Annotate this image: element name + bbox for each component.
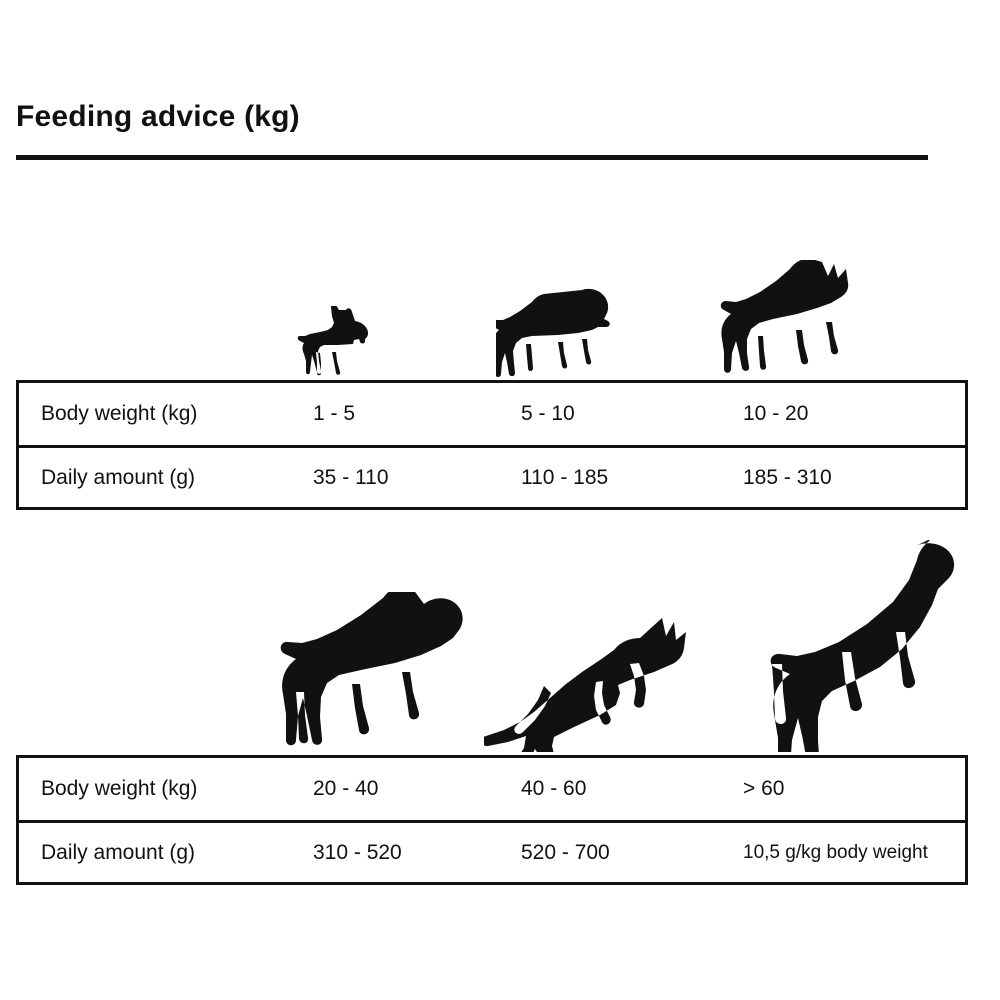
table-row: [19, 820, 965, 882]
large-dog-feeding-table: [16, 755, 968, 885]
shepherd-small-silhouette: [718, 230, 962, 378]
chihuahua-silhouette: [288, 230, 496, 378]
row-label: Daily amount (g): [41, 465, 196, 489]
row-label: Daily amount (g): [41, 840, 196, 864]
large-dog-silhouette-row: [16, 530, 968, 752]
body-weight-20-40: 20 - 40: [313, 777, 379, 800]
body-weight-1-5: 1 - 5: [313, 402, 356, 425]
daily-amount-110-185: 110 - 185: [521, 465, 609, 489]
labrador-silhouette: [248, 530, 484, 752]
table-row: [19, 383, 965, 445]
table-row: [19, 445, 965, 507]
daily-amount-per-kg: 10,5 g/kg body weight: [743, 841, 928, 863]
small-dog-silhouette-row: [16, 230, 968, 378]
daily-amount-520-700: 520 - 700: [521, 840, 610, 864]
row-label: Body weight (kg): [41, 777, 198, 800]
title-divider: [16, 155, 928, 160]
body-weight-5-10: 5 - 10: [521, 402, 575, 425]
body-weight-40-60: 40 - 60: [521, 777, 587, 800]
pug-silhouette: [496, 230, 718, 378]
great-dane-silhouette: [734, 530, 968, 752]
silhouette-spacer: [16, 230, 288, 378]
small-dog-feeding-table: [16, 380, 968, 510]
silhouette-spacer: [16, 530, 248, 752]
row-label: Body weight (kg): [41, 402, 198, 425]
running-shepherd-silhouette: [484, 530, 734, 752]
body-weight-over-60: > 60: [743, 777, 785, 800]
daily-amount-35-110: 35 - 110: [313, 465, 389, 489]
daily-amount-185-310: 185 - 310: [743, 465, 832, 489]
daily-amount-310-520: 310 - 520: [313, 840, 402, 864]
body-weight-10-20: 10 - 20: [743, 402, 809, 425]
table-row: [19, 758, 965, 820]
page-title: Feeding advice (kg): [16, 100, 300, 133]
